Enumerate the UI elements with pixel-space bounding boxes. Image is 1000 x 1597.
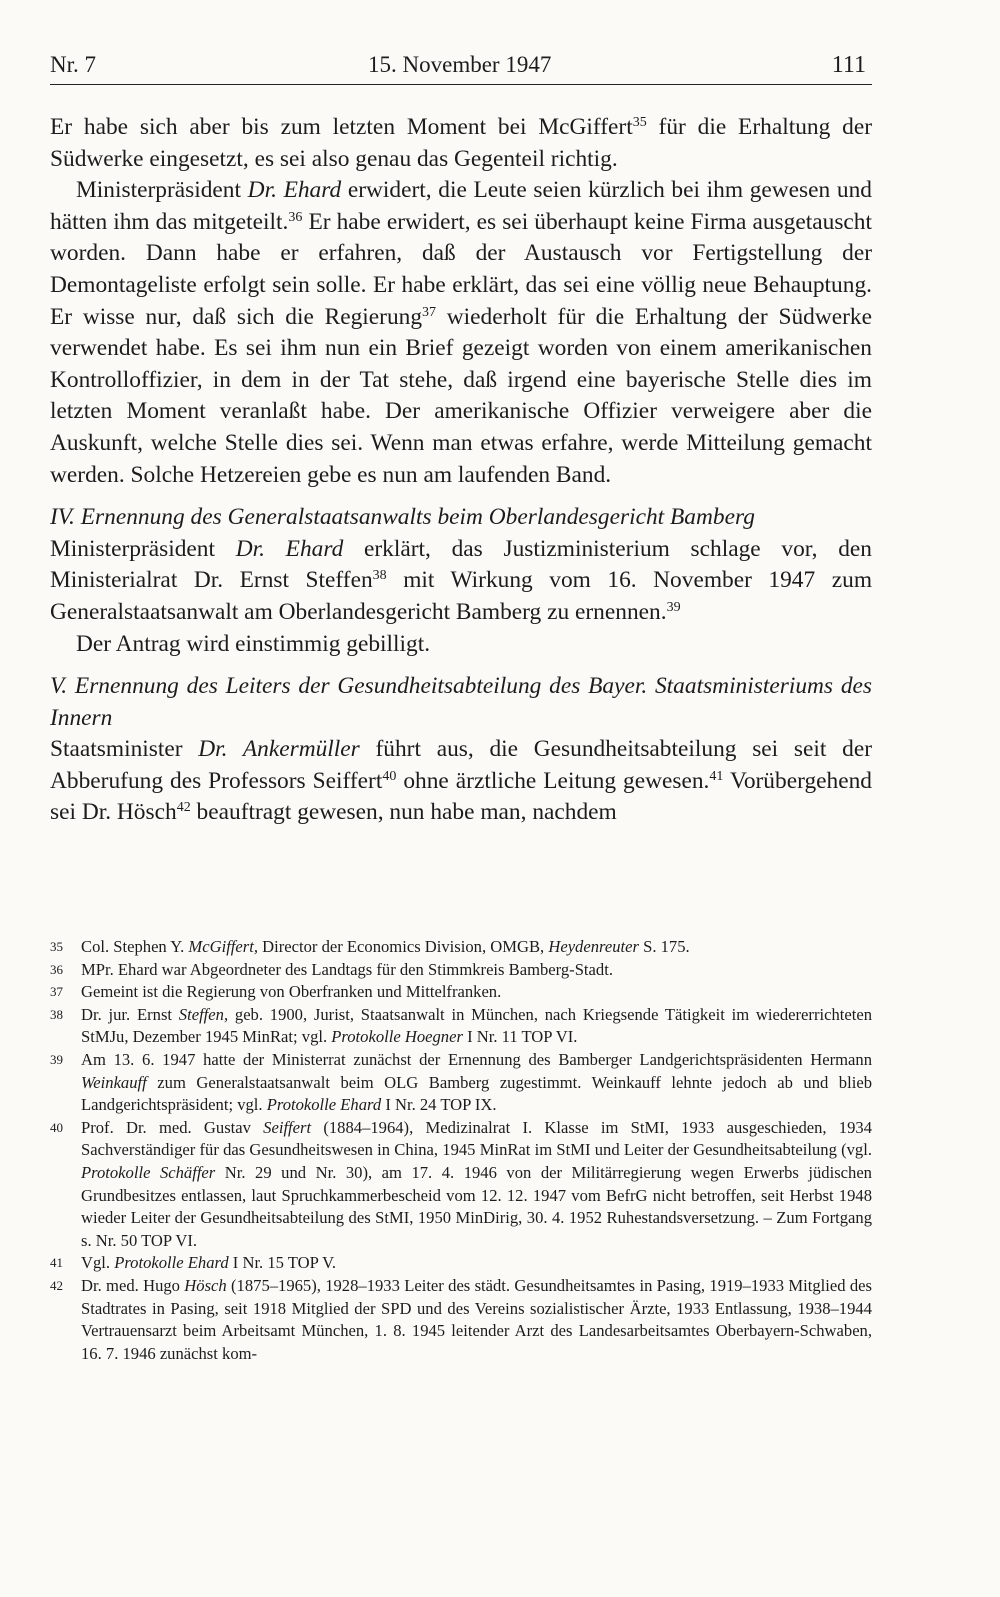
footnote-ref-41: 41 [709, 768, 724, 784]
paragraph-1: Er habe sich aber bis zum letzten Moment bei McGiffert$^{35}$ für die Erhaltung der Südwerke eingesetzt, es sei also genau das Gegenteil richtig. [50, 114, 872, 172]
footnote-ref-38: 38 [372, 568, 387, 584]
footnote-36: 36 MPr. Ehard war Abgeordneter des Landtags für den Stimmkreis Bamberg-Stadt. [50, 959, 613, 979]
speaker-name: Dr. Ehard [247, 177, 342, 204]
footnote-37: 37 Gemeint ist die Regierung von Oberfranken und Mittelfranken. [50, 982, 502, 1002]
paragraph-5: Staatsminister Dr. Ankermüller führt aus, die Gesundheitsabteilung sei seit der Abberufung des Professors Seiffert$^{40}$ ohne ärztliche Leitung gewesen.$^{41}$ Vorübergehend sei Dr. Hösch$^{42}$ beauftragt gewesen, nun habe man, nachdem [50, 736, 872, 826]
footnote-42: 42 Dr. med. Hugo Hösch (1875–1965), 1928–1933 Leiter des städt. Gesundheitsamtes in Pasing, 1919–1933 Mitglied des Stadtrates in Pasing, seit 1918 Mitglied der SPD und des Vereins sozialistischer Ärzte, 1933 Entlassung, 1938–1944 Vertrauensarzt beim Arbeitsamt München, 1. 8. 1945 leitender Arzt des Landesarbeitsamtes Oberbayern-Schwaben, 16. 7. 1946 zunächst kom- [50, 1275, 872, 1363]
speaker-name: Dr. Ankermüller [198, 736, 360, 763]
footnote-ref-42: 42 [176, 800, 191, 816]
section-heading-iv: IV. Ernennung des Generalstaatsanwalts beim Oberlandesgericht Bamberg [50, 504, 755, 531]
footnote-ref-37: 37 [422, 304, 437, 320]
page-number: 111 [831, 52, 866, 78]
paragraph-2: Ministerpräsident Dr. Ehard erwidert, die Leute seien kürzlich bei ihm gewesen und hätten ihm das mitgeteilt.$^{36}$ Er habe erwidert, es sei überhaupt keine Firma ausgetauscht worden. Dann habe er erfahren, daß der Austausch vor Fertigstellung der Demontageliste erfolgt sein solle. Er habe erklärt, das sei eine völlig neue Behauptung. Er wisse nur, daß sich die Regierung$^{37}$ wiederholt für die Erhaltung der Südwerke verwendet habe. Es sei ihm nun ein Brief gezeigt worden von einem amerikanischen Kontrolloffizier, in dem in der Tat stehe, daß irgend eine bayerische Stelle dies im letzten Moment veranlaßt habe. Der amerikanische Offizier verweigere aber die Auskunft, welche Stelle dies sei. Wenn man etwas erfahre, werde Mitteilung gemacht werden. Solche Hetzereien gebe es nun am laufenden Band. [50, 177, 872, 488]
footnotes [50, 936, 872, 1365]
footnote-35: 35 Col. Stephen Y. McGiffert, Director der Economics Division, OMGB, Heydenreuter S. 175. [50, 937, 690, 956]
main-text [50, 112, 872, 829]
footnote-ref-40: 40 [382, 768, 397, 784]
speaker-name: Dr. Ehard [235, 535, 344, 562]
paragraph-3: Ministerpräsident Dr. Ehard erklärt, das Justizministerium schlage vor, den Ministerialrat Dr. Ernst Steffen$^{38}$ mit Wirkung vom 16. November 1947 zum Generalstaatsanwalt am Oberlandesgericht Bamberg zu ernennen.$^{39}$ [50, 535, 873, 625]
footnote-41: 41 Vgl. Protokolle Ehard I Nr. 15 TOP V. [50, 1253, 337, 1273]
section-heading-v: V. Ernennung des Leiters der Gesundheitsabteilung des Bayer. Staatsministeriums des Innern [50, 673, 872, 731]
footnote-ref-36: 36 [288, 209, 303, 225]
issue-number: Nr. 7 [50, 52, 96, 77]
session-date: 15. November 1947 [368, 52, 552, 77]
paragraph-4: Der Antrag wird einstimmig gebilligt. [76, 630, 431, 657]
footnote-38: 38 Dr. jur. Ernst Steffen, geb. 1900, Jurist, Staatsanwalt in München, nach Kriegsende Tätigkeit im wiedererrichteten StMJu, Dezember 1945 MinRat; vgl. Protokolle Hoegner I Nr. 11 TOP VI. [50, 1004, 872, 1047]
footnote-39: 39 Am 13. 6. 1947 hatte der Ministerrat zunächst der Ernennung des Bamberger Landgerichtspräsidenten Hermann Weinkauff zum Generalstaatsanwalt beim OLG Bamberg zugestimmt. Weinkauff lehnte jedoch ab und blieb Landgerichtspräsident; vgl. Protokolle Ehard I Nr. 24 TOP IX. [50, 1049, 872, 1115]
running-head [50, 44, 872, 85]
footnote-40: 40 Prof. Dr. med. Gustav Seiffert (1884–1964), Medizinalrat I. Klasse im StMI, 1933 ausgeschieden, 1934 Sachverständiger für das Gesundheitswesen in China, 1945 MinRat im StMI und Leiter der Gesundheitsabteilung (vgl. Protokolle Schäffer Nr. 29 und Nr. 30), am 17. 4. 1946 von der Militärregierung wegen Erwerbs jüdischen Grundbesitzes entlassen, laut Spruchkammerbescheid vom 12. 12. 1947 vom BefrG nicht betroffen, seit Herbst 1948 wieder Leiter der Gesundheitsabteilung des StMI, 1950 MinDirig, 30. 4. 1952 Ruhestandsversetzung. – Zum Fortgang s. Nr. 50 TOP VI. [50, 1117, 872, 1250]
footnote-ref-39: 39 [666, 599, 681, 615]
footnote-ref-35: 35 [632, 115, 647, 130]
